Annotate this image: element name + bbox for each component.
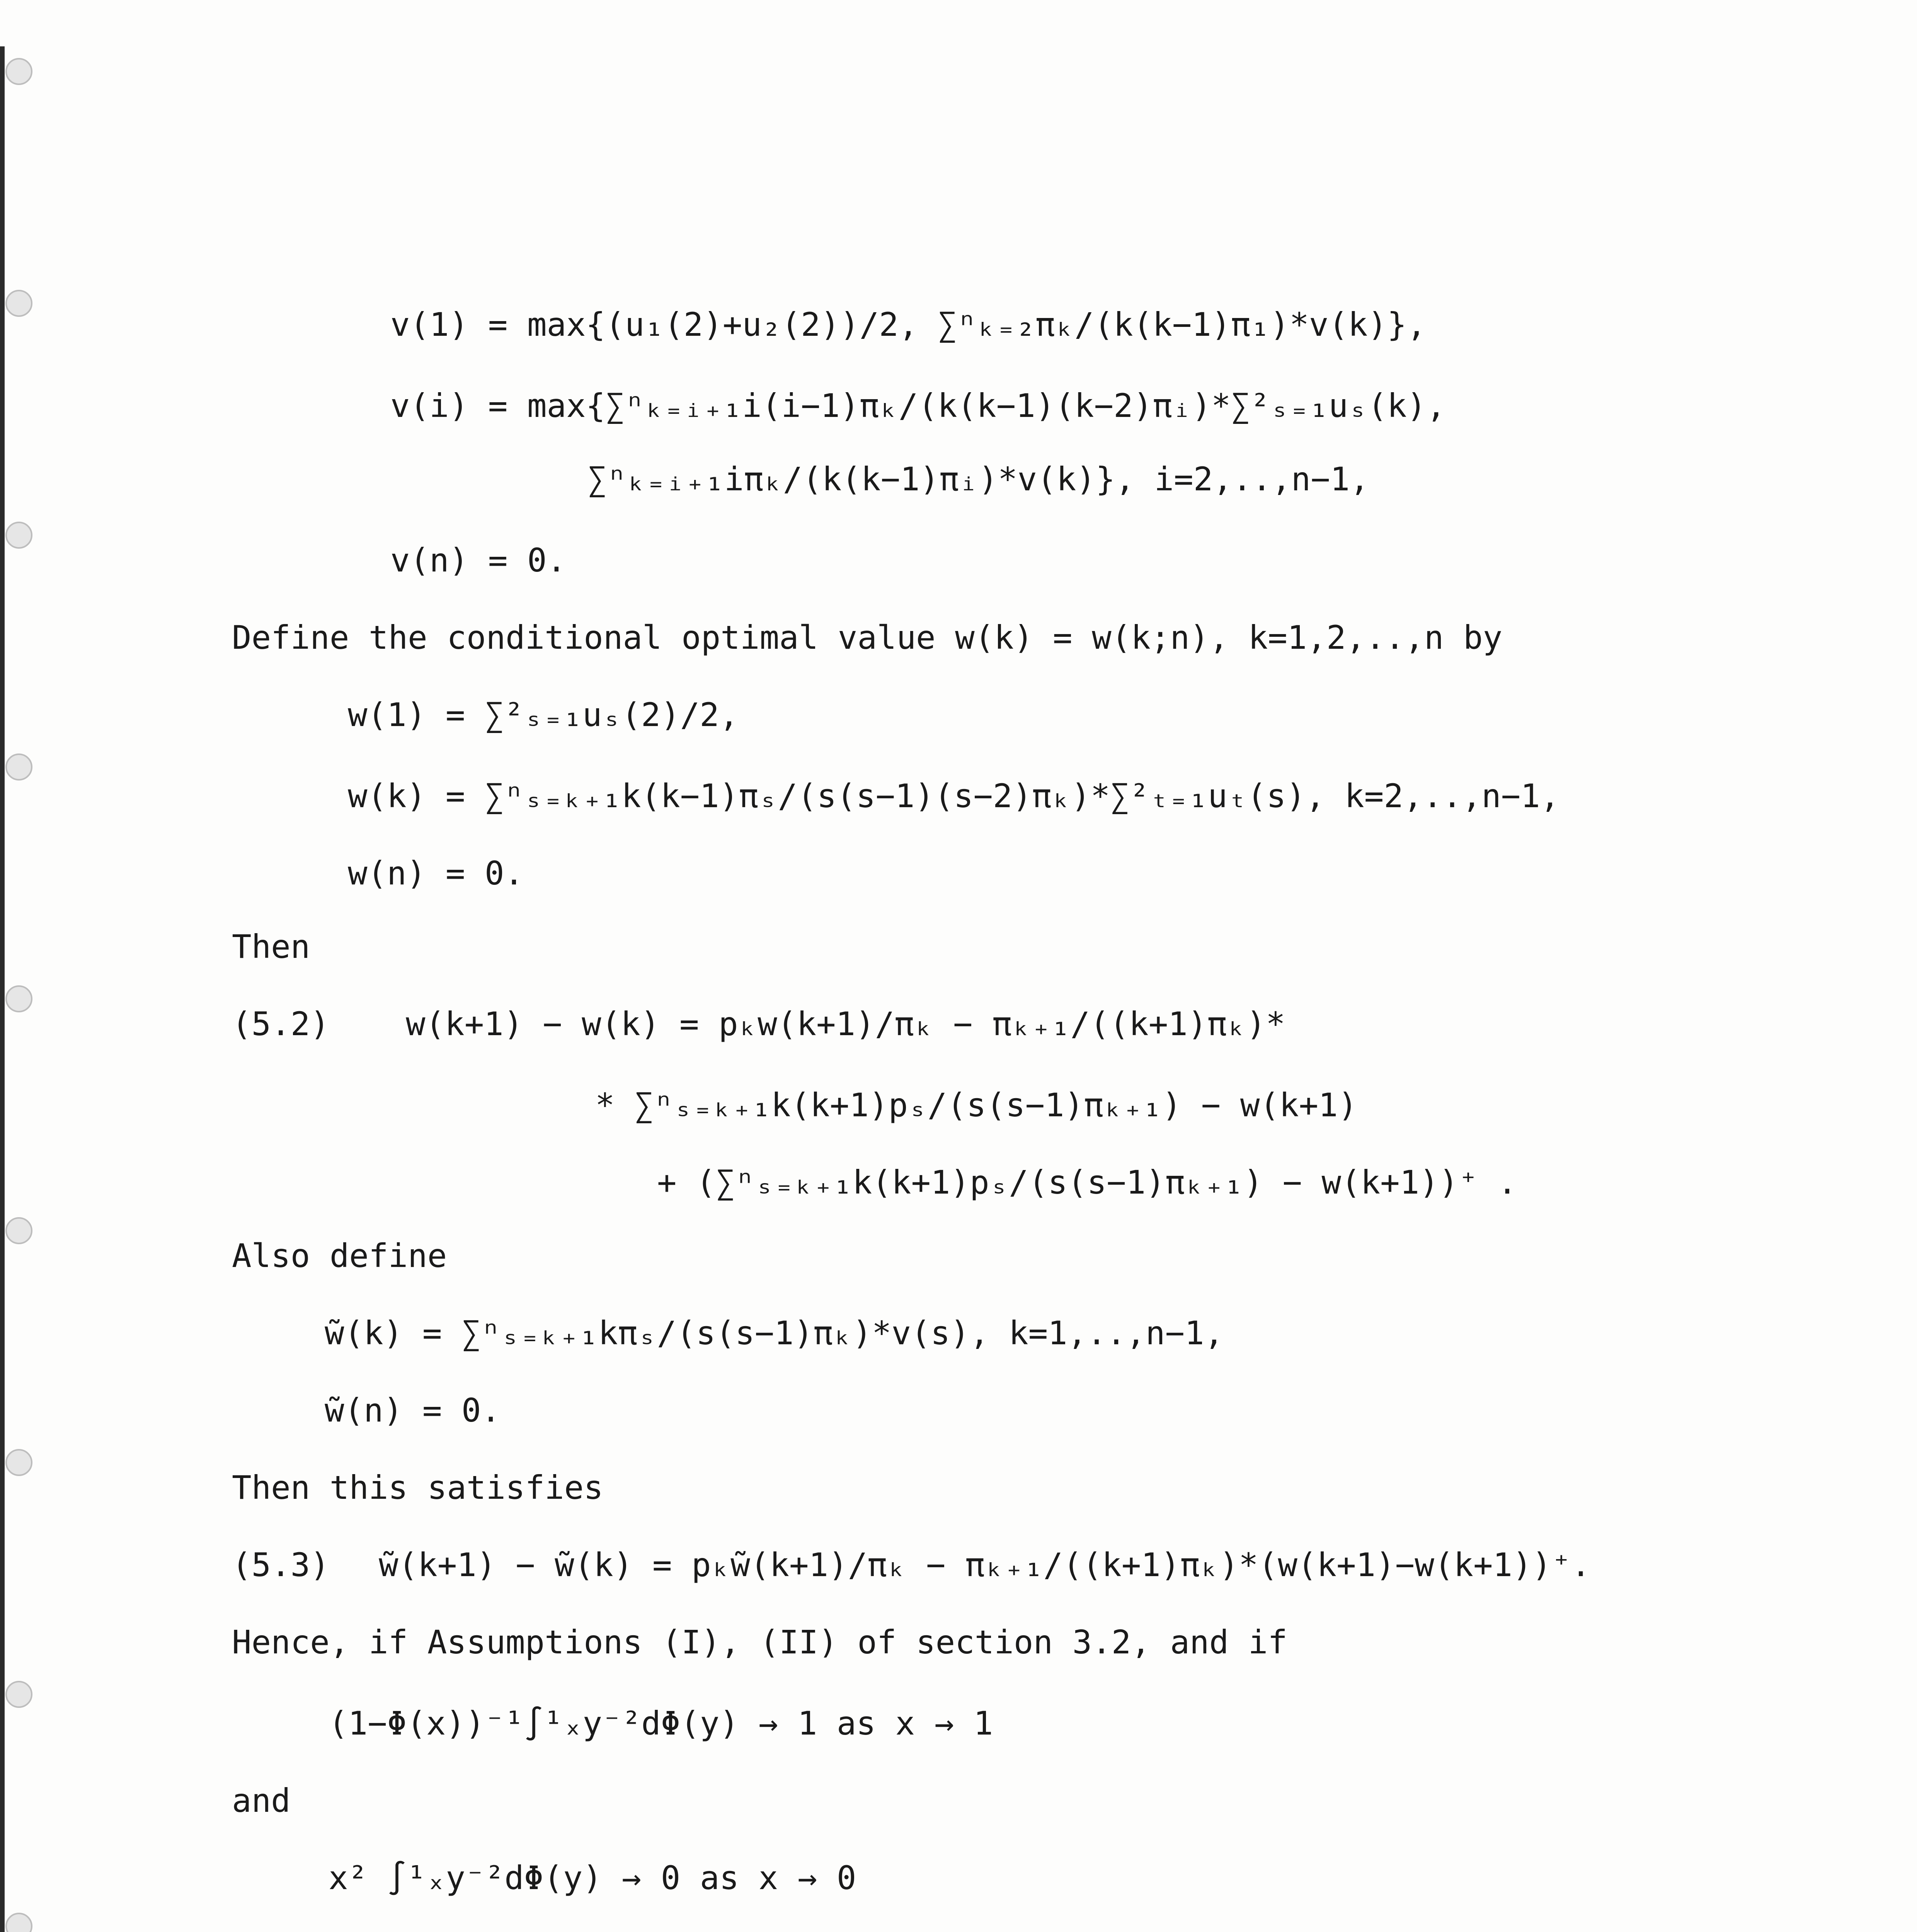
binder-spine (0, 46, 5, 1932)
text-and: and (232, 1782, 291, 1820)
equation-5-2-line-3: + (∑ⁿₛ₌ₖ₊₁k(k+1)pₛ/(s(s−1)πₖ₊₁) − w(k+1))⁺ . (657, 1163, 1517, 1201)
equation-wn: w(n) = 0. (348, 854, 524, 892)
binder-hole-icon (5, 522, 32, 549)
equation-v1: v(1) = max{(u₁(2)+u₂(2))/2, ∑ⁿₖ₌₂πₖ/(k(k−1)π₁)*v(k)}, (390, 306, 1427, 344)
text-then: Then (232, 928, 310, 966)
equation-5-2-line-2: * ∑ⁿₛ₌ₖ₊₁k(k+1)pₛ/(s(s−1)πₖ₊₁) − w(k+1) (595, 1086, 1358, 1124)
equation-vn: v(n) = 0. (390, 541, 567, 579)
binder-hole-icon (5, 1217, 32, 1244)
equation-wk: w(k) = ∑ⁿₛ₌ₖ₊₁k(k−1)πₛ/(s(s−1)(s−2)πₖ)*∑²ₜ₌₁uₜ(s), k=2,..,n−1, (348, 777, 1560, 815)
equation-number-5-2: (5.2) (232, 1005, 330, 1043)
equation-vi-second-line: ∑ⁿₖ₌ᵢ₊₁iπₖ/(k(k−1)πᵢ)*v(k)}, i=2,..,n−1, (587, 460, 1369, 498)
equation-5-2-line-1: w(k+1) − w(k) = pₖw(k+1)/πₖ − πₖ₊₁/((k+1)πₖ)* (406, 1005, 1285, 1043)
equation-w-tilde-n: w̃(n) = 0. (325, 1391, 501, 1429)
binder-hole-icon (5, 1913, 32, 1932)
binder-hole-icon (5, 290, 32, 317)
equation-w1: w(1) = ∑²ₛ₌₁uₛ(2)/2, (348, 696, 739, 734)
binder-hole-icon (5, 985, 32, 1012)
equation-vi-first-line: v(i) = max{∑ⁿₖ₌ᵢ₊₁i(i−1)πₖ/(k(k−1)(k−2)πᵢ)*∑²ₛ₌₁uₛ(k), (390, 387, 1446, 425)
text-also-define: Also define (232, 1237, 447, 1275)
binder-hole-icon (5, 58, 32, 85)
equation-limit-1: (1−Φ(x))⁻¹∫¹ₓy⁻²dΦ(y) → 1 as x → 1 (329, 1704, 993, 1742)
binder-hole-icon (5, 1681, 32, 1708)
text-hence: Hence, if Assumptions (I), (II) of section 3.2, and if (232, 1623, 1287, 1661)
text-then-satisfies: Then this satisfies (232, 1469, 603, 1507)
equation-5-3: w̃(k+1) − w̃(k) = pₖw̃(k+1)/πₖ − πₖ₊₁/((k+1)πₖ)*(w(k+1)−w(k+1))⁺. (379, 1546, 1591, 1584)
equation-w-tilde-k: w̃(k) = ∑ⁿₛ₌ₖ₊₁kπₛ/(s(s−1)πₖ)*v(s), k=1,..,n−1, (325, 1314, 1224, 1352)
text-define-w: Define the conditional optimal value w(k) = w(k;n), k=1,2,..,n by (232, 619, 1503, 656)
equation-number-5-3: (5.3) (232, 1546, 330, 1584)
equation-limit-2: x² ∫¹ₓy⁻²dΦ(y) → 0 as x → 0 (329, 1859, 856, 1897)
binder-hole-icon (5, 753, 32, 781)
binder-hole-icon (5, 1449, 32, 1476)
